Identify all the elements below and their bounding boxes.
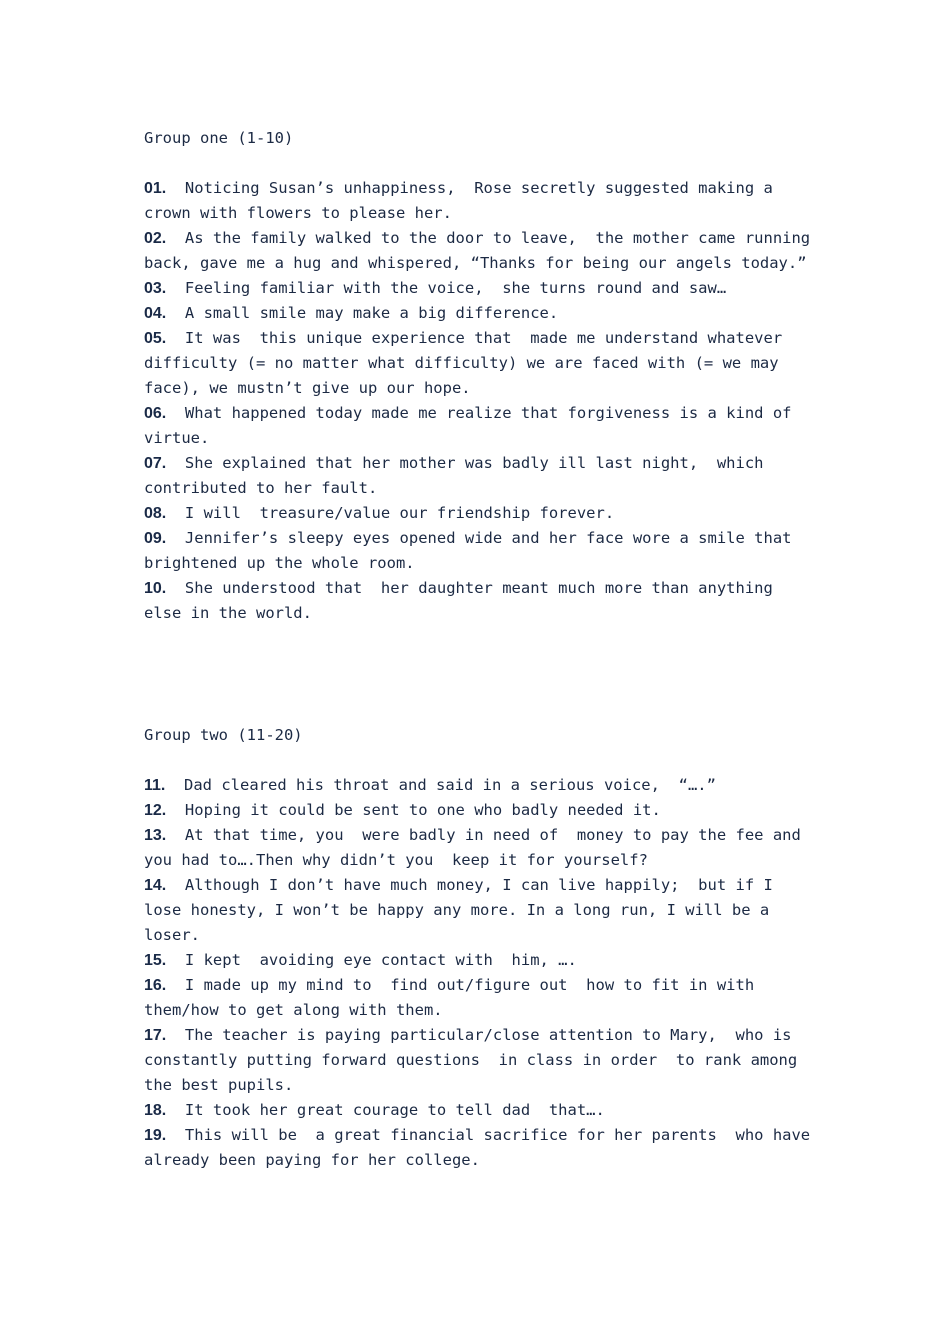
item-text: She explained that her mother was badly ill last night, which contributed to her fault.: [144, 454, 773, 497]
spacer: [144, 151, 814, 176]
list-item: [144, 226, 820, 276]
item-text: What happened today made me realize that forgiveness is a kind of virtue.: [144, 404, 801, 447]
item-number: 18.: [144, 1102, 167, 1119]
group-title: Group one (1-10): [144, 129, 294, 147]
item-number: 13.: [144, 827, 167, 844]
item-text: It took her great courage to tell dad that….: [166, 1101, 605, 1119]
item-number: 10.: [144, 580, 167, 597]
item-text: Dad cleared his throat and said in a serious voice, “….”: [165, 776, 716, 794]
item-number: 03.: [144, 280, 167, 297]
list-item: [144, 973, 814, 1023]
spacer: [144, 748, 814, 773]
list-item: [144, 1123, 820, 1173]
group-title: Group two (11-20): [144, 726, 303, 744]
list-item: [144, 576, 814, 626]
item-text: Feeling familiar with the voice, she turns round and saw…: [166, 279, 727, 297]
group-list: [144, 176, 820, 626]
item-text: I kept avoiding eye contact with him, ….: [166, 951, 577, 969]
item-number: 08.: [144, 505, 167, 522]
item-number: 06.: [144, 405, 167, 422]
item-number: 19.: [144, 1127, 167, 1144]
item-number: 04.: [144, 305, 167, 322]
item-text: She understood that her daughter meant much more than anything else in the world.: [144, 579, 783, 622]
item-text: Noticing Susan’s unhappiness, Rose secretly suggested making a crown with flowers to please her.: [144, 179, 783, 222]
item-number: 07.: [144, 455, 167, 472]
list-item: [144, 176, 814, 226]
item-number: 15.: [144, 952, 167, 969]
list-item: [144, 501, 814, 526]
item-text: Although I don’t have much money, I can live happily; but if I lose honesty, I won’t be happy any more. In a long run, I will be a loser.: [144, 876, 783, 944]
list-item: [144, 401, 814, 451]
item-text: I will treasure/value our friendship forever.: [166, 504, 615, 522]
item-number: 02.: [144, 230, 167, 247]
item-text: It was this unique experience that made me understand whatever difficulty (= no matter what difficulty) we are faced with (= we may face), we mustn’t give up our hope.: [144, 329, 792, 397]
item-text: As the family walked to the door to leave, the mother came running back, gave me a hug and whispered, “Thanks for being our angels today.”: [144, 229, 820, 272]
list-item: [144, 1023, 814, 1098]
list-item: [144, 873, 814, 948]
list-item: [144, 451, 814, 501]
item-number: 16.: [144, 977, 167, 994]
item-number: 11.: [144, 777, 166, 794]
list-item: [144, 1098, 814, 1123]
list-item: [144, 276, 814, 301]
item-number: 09.: [144, 530, 167, 547]
item-text: At that time, you were badly in need of money to pay the fee and you had to….Then why didn’t you keep it for yourself?: [144, 826, 811, 869]
list-item: [144, 773, 814, 798]
item-text: A small smile may make a big difference.: [166, 304, 559, 322]
item-number: 14.: [144, 877, 167, 894]
group-list: [144, 773, 820, 1173]
document-body: [144, 126, 820, 1173]
item-number: 01.: [144, 180, 167, 197]
list-item: [144, 823, 814, 873]
item-number: 05.: [144, 330, 167, 347]
section-spacer: [144, 626, 814, 723]
list-item: [144, 948, 814, 973]
list-item: [144, 526, 814, 576]
item-text: Hoping it could be sent to one who badly needed it.: [166, 801, 661, 819]
list-item: [144, 798, 814, 823]
list-item: [144, 301, 814, 326]
item-text: The teacher is paying particular/close attention to Mary, who is constantly putting forward questions in class in order to rank among the best pupils.: [144, 1026, 816, 1094]
list-item: [144, 326, 814, 401]
item-text: Jennifer’s sleepy eyes opened wide and her face wore a smile that brightened up the whole room.: [144, 529, 801, 572]
item-number: 17.: [144, 1027, 167, 1044]
item-text: This will be a great financial sacrifice for her parents who have already been paying for her college.: [144, 1126, 820, 1169]
item-number: 12.: [144, 802, 167, 819]
item-text: I made up my mind to find out/figure out how to fit in with them/how to get along with them.: [144, 976, 764, 1019]
